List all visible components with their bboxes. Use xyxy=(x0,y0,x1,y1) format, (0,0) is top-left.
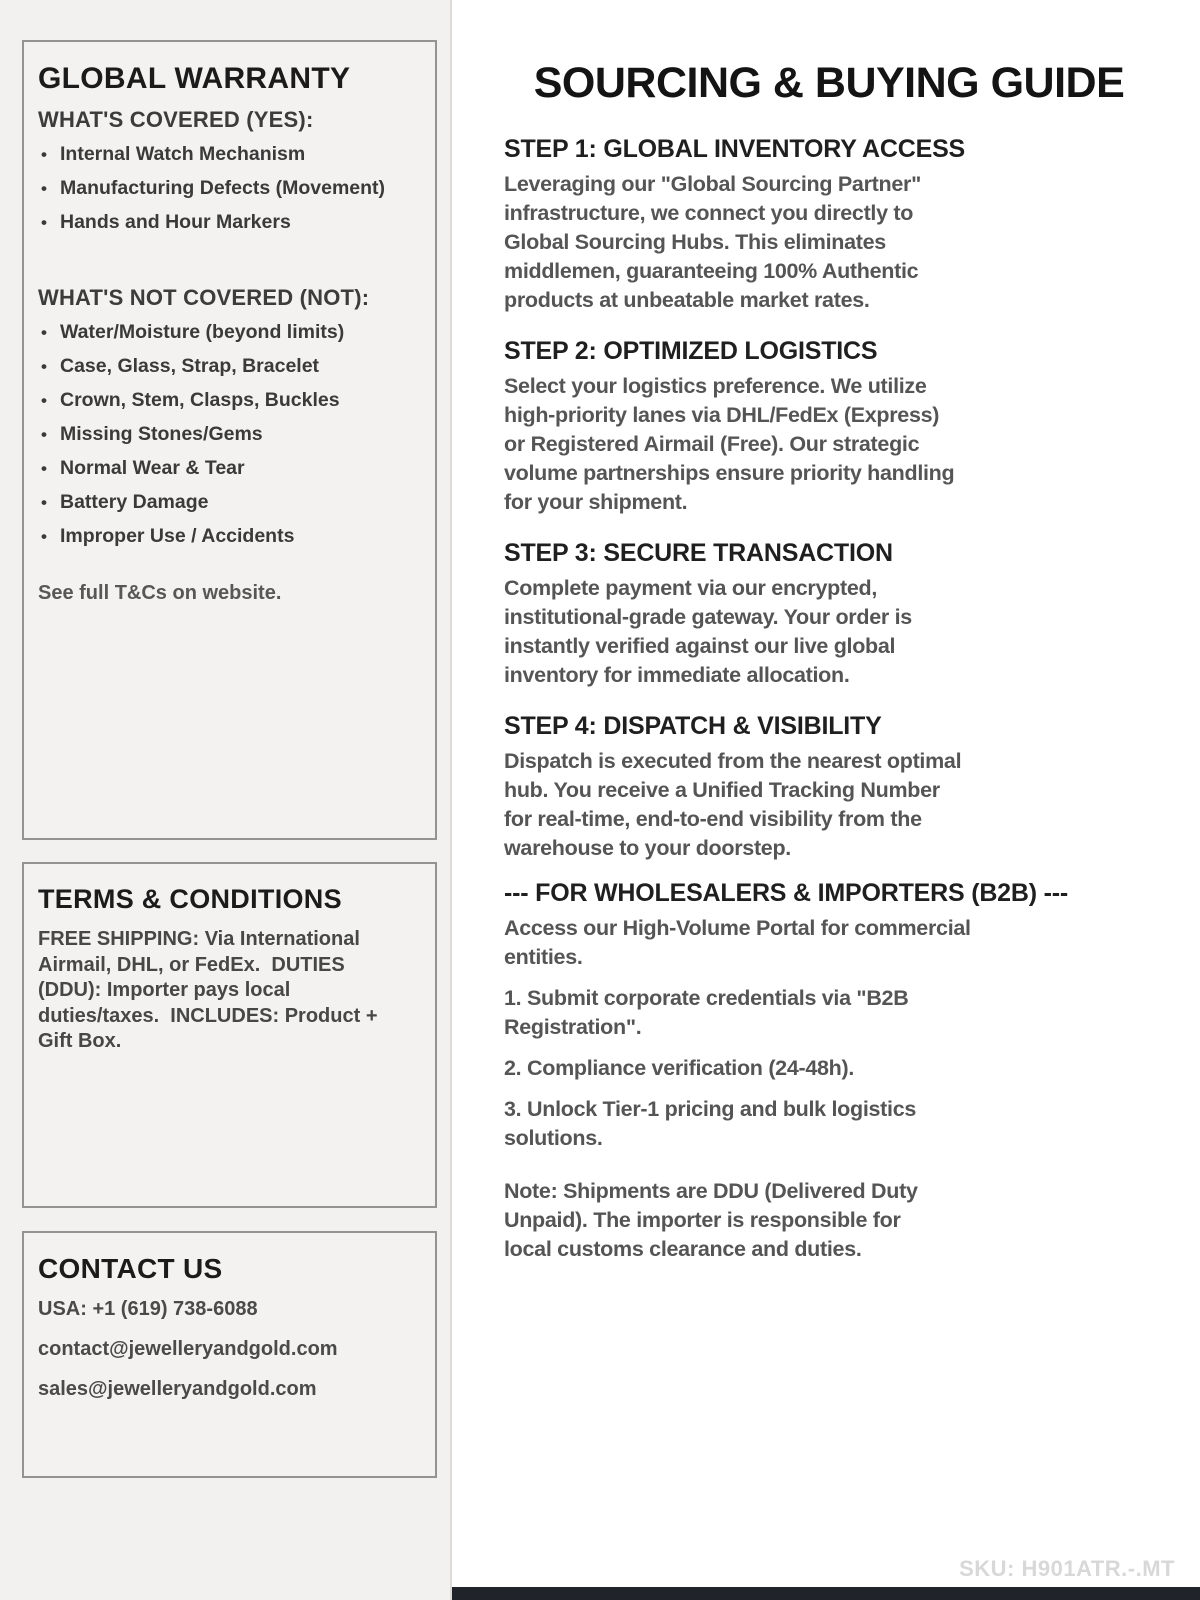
spacer xyxy=(38,246,421,268)
not-covered-item: • Normal Wear & Tear xyxy=(38,458,421,478)
text-line: Note: Shipments are DDU (Delivered Duty xyxy=(504,1179,918,1203)
not-covered-item: • Water/Moisture (beyond limits) xyxy=(38,322,421,342)
step3-paragraph xyxy=(504,574,1154,690)
text-line: local customs clearance and duties. xyxy=(504,1237,862,1261)
contact-email: contact@jewelleryandgold.com xyxy=(38,1338,338,1360)
terms-line: Airmail, DHL, or FedEx. DUTIES xyxy=(38,953,345,976)
sourcing-guide-column xyxy=(452,0,1200,1264)
text-line: Access our High-Volume Portal for commercial xyxy=(504,916,971,940)
terms-line: FREE SHIPPING: Via International xyxy=(38,928,360,950)
b2b-heading: --- FOR WHOLESALERS & IMPORTERS (B2B) --- xyxy=(504,879,1068,907)
text-line: institutional-grade gateway. Your order is xyxy=(504,605,912,629)
text-line: products at unbeatable market rates. xyxy=(504,288,870,312)
text-line: Complete payment via our encrypted, xyxy=(504,576,878,600)
covered-heading: WHAT'S COVERED (YES): xyxy=(38,107,314,132)
not-covered-item: • Battery Damage xyxy=(38,492,421,512)
text-line: 3. Unlock Tier-1 pricing and bulk logistics xyxy=(504,1097,917,1121)
b2b-note xyxy=(504,1177,1154,1264)
not-covered-heading: WHAT'S NOT COVERED (NOT): xyxy=(38,285,370,311)
step2-paragraph xyxy=(504,372,1154,517)
text-line: Global Sourcing Hubs. This eliminates xyxy=(504,230,886,254)
terms-line: Gift Box. xyxy=(38,1030,122,1052)
step4-paragraph xyxy=(504,747,1154,863)
left-sidebar xyxy=(0,0,452,1600)
contact-title: CONTACT US xyxy=(38,1253,223,1284)
contact-panel xyxy=(22,1231,437,1478)
text-line: solutions. xyxy=(504,1126,603,1150)
step1-heading: STEP 1: GLOBAL INVENTORY ACCESS xyxy=(504,135,966,163)
text-line: hub. You receive a Unified Tracking Number xyxy=(504,778,940,802)
text-line: Select your logistics preference. We utilize xyxy=(504,374,927,398)
text-line: Unpaid). The importer is responsible for xyxy=(504,1208,901,1232)
terms-title: TERMS & CONDITIONS xyxy=(38,884,342,914)
text-line: Registration". xyxy=(504,1015,642,1039)
contact-email-sales: sales@jewelleryandgold.com xyxy=(38,1378,317,1400)
global-warranty-panel xyxy=(22,40,437,840)
not-covered-item: • Case, Glass, Strap, Bracelet xyxy=(38,356,421,376)
b2b-item-2 xyxy=(504,1054,1154,1083)
b2b-item-3 xyxy=(504,1095,1154,1153)
text-line: infrastructure, we connect you directly to xyxy=(504,201,914,225)
step2-heading: STEP 2: OPTIMIZED LOGISTICS xyxy=(504,337,878,365)
text-line: 1. Submit corporate credentials via "B2B xyxy=(504,986,909,1010)
terms-panel xyxy=(22,862,437,1208)
text-line: or Registered Airmail (Free). Our strategic xyxy=(504,432,920,456)
text-line: instantly verified against our live global xyxy=(504,634,896,658)
page-title: SOURCING & BUYING GUIDE xyxy=(533,59,1125,107)
text-line: for your shipment. xyxy=(504,490,688,514)
covered-item: • Hands and Hour Markers xyxy=(38,212,421,232)
b2b-item-1 xyxy=(504,984,1154,1042)
step1-paragraph xyxy=(504,170,1154,315)
text-line: warehouse to your doorstep. xyxy=(504,836,791,860)
terms-line: duties/taxes. INCLUDES: Product + xyxy=(38,1004,378,1027)
sku-label: SKU: H901ATR.-.MT xyxy=(959,1556,1175,1581)
text-line: inventory for immediate allocation. xyxy=(504,663,850,687)
warranty-title: GLOBAL WARRANTY xyxy=(38,62,351,95)
text-line: high-priority lanes via DHL/FedEx (Express) xyxy=(504,403,940,427)
text-line: Dispatch is executed from the nearest optimal xyxy=(504,749,962,773)
text-line: middlemen, guaranteeing 100% Authentic xyxy=(504,259,919,283)
footer-dark-bar xyxy=(452,1587,1200,1600)
text-line: for real-time, end-to-end visibility from the xyxy=(504,807,922,831)
not-covered-item: • Crown, Stem, Clasps, Buckles xyxy=(38,390,421,410)
text-line: entities. xyxy=(504,945,583,969)
text-line: Leveraging our "Global Sourcing Partner" xyxy=(504,172,921,196)
contact-phone: USA: +1 (619) 738-6088 xyxy=(38,1298,258,1320)
b2b-intro xyxy=(504,914,1154,972)
not-covered-item: • Missing Stones/Gems xyxy=(38,424,421,444)
covered-item: • Manufacturing Defects (Movement) xyxy=(38,178,421,198)
warranty-footnote: See full T&Cs on website. xyxy=(38,582,282,605)
terms-line: (DDU): Importer pays local xyxy=(38,979,291,1001)
not-covered-item: • Improper Use / Accidents xyxy=(38,526,421,546)
step3-heading: STEP 3: SECURE TRANSACTION xyxy=(504,539,893,567)
text-line: 2. Compliance verification (24-48h). xyxy=(504,1056,855,1080)
covered-item: • Internal Watch Mechanism xyxy=(38,144,421,164)
text-line: volume partnerships ensure priority handling xyxy=(504,461,955,485)
step4-heading: STEP 4: DISPATCH & VISIBILITY xyxy=(504,712,882,740)
